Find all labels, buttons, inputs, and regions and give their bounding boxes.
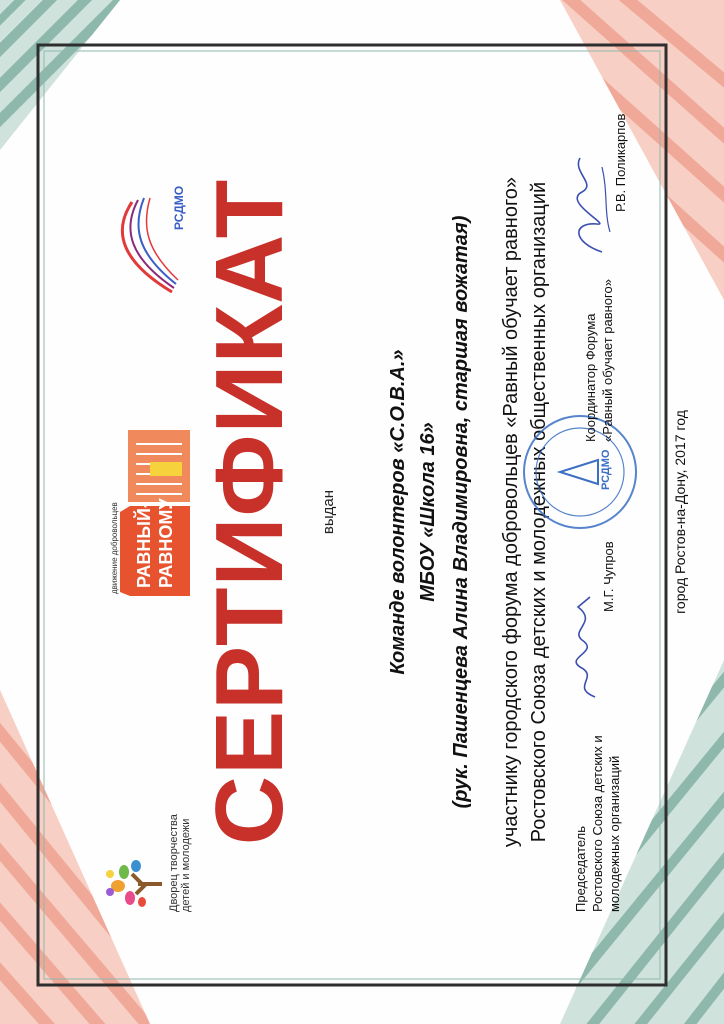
right-signatory-title	[582, 279, 616, 442]
tree-logo-icon	[102, 852, 164, 912]
left-line1: Председатель	[573, 825, 588, 912]
left-line3: молодежных организаций	[607, 755, 622, 912]
rsdmo-label: РСДМО	[172, 185, 186, 230]
ravny-line1: РАВНЫЙ-	[134, 502, 154, 588]
certificate-title: СЕРТИФИКАТ	[196, 178, 303, 846]
recipient-school: МБОУ «Школа 16»	[417, 422, 439, 602]
palace-line1: Дворец творчества	[168, 814, 180, 912]
left-signatory-title	[572, 735, 623, 912]
palace-logo	[102, 782, 202, 912]
left-line2: Ростовского Союза детских и	[590, 735, 605, 912]
right-line1: Координатор Форума	[583, 313, 598, 442]
right-signatory-name: Р.В. Поликарпов	[613, 113, 628, 212]
recipient-leader: (рук. Пашенцева Алина Владимировна, старшая вожатая)	[450, 215, 472, 809]
description-line2: Ростовского Союза детских и молодежных общественных организаций	[528, 181, 550, 843]
right-line2: «Равный обучает равного»	[600, 279, 615, 442]
stamp-label: РСДМО	[600, 449, 612, 490]
city-year: город Ростов-на-Дону, 2017 год	[672, 410, 688, 614]
movement-caption: движение добровольцев	[110, 502, 119, 594]
stamp-icon	[520, 412, 640, 532]
left-signatory-name: М.Г. Чупров	[601, 541, 616, 612]
recipient-team: Команде волонтеров «С.О.В.А.»	[387, 349, 409, 675]
ravny-badge-icon	[110, 422, 200, 602]
certificate-content	[82, 72, 688, 952]
ravny-ravnomu-logo	[110, 422, 200, 602]
rsdmo-swoosh-icon	[102, 192, 182, 302]
rsdmo-logo	[102, 182, 202, 302]
ravny-line2: РАВНОМУ	[156, 498, 176, 588]
official-stamp	[520, 412, 640, 532]
issued-label: выдан	[320, 489, 337, 535]
description-line1: участнику городского форума добровольцев «Равный обучает равного»	[500, 176, 522, 848]
palace-line2: детей и молодежи	[180, 818, 192, 912]
